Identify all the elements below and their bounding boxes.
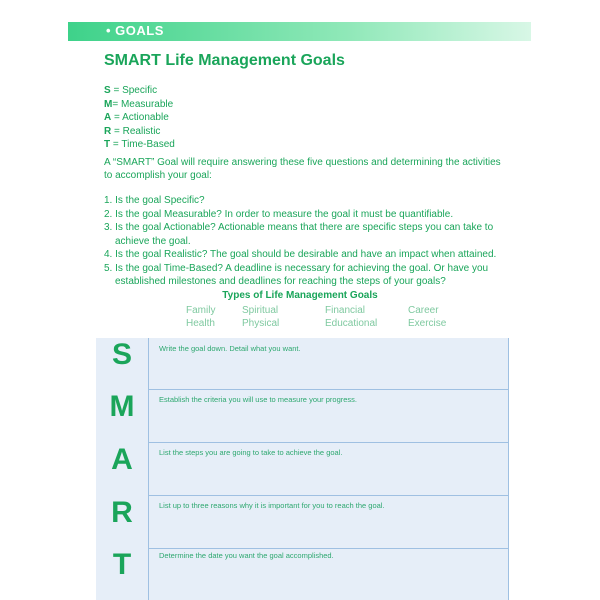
smart-prompt[interactable]: Establish the criteria you will use to measure your progress. bbox=[159, 395, 358, 404]
smart-row-m bbox=[96, 389, 509, 442]
acronym-letter: R bbox=[104, 125, 112, 137]
goal-type: Financial bbox=[325, 305, 366, 316]
smart-letter: M bbox=[109, 390, 135, 423]
acronym-meaning: = Realistic bbox=[114, 125, 161, 137]
goal-type: Spiritual bbox=[242, 305, 279, 316]
question-item: 5. Is the goal Time-Based? A deadline is necessary for achieving the goal. Or have you established milestones and deadlines for reaching the steps of your goals? bbox=[104, 262, 489, 287]
acronym-letter: A bbox=[104, 112, 112, 123]
acronym-meaning: = Time-Based bbox=[112, 139, 175, 150]
acronym-row-m bbox=[104, 98, 175, 112]
goal-types-heading: Types of Life Management Goals bbox=[222, 290, 378, 301]
smart-row-r bbox=[96, 495, 509, 548]
acronym-letter: M bbox=[104, 98, 113, 110]
acronym-meaning: = Actionable bbox=[114, 112, 169, 123]
smart-letter: T bbox=[112, 548, 132, 581]
question-item: 3. Is the goal Actionable? Actionable means that there are specific steps you can take to achieve the goal. bbox=[104, 222, 494, 247]
goal-type: Family bbox=[186, 305, 216, 316]
intro-paragraph: A “SMART” Goal will require answering these five questions and determining the activities to accomplish your goal: bbox=[104, 157, 501, 181]
smart-prompt[interactable]: Determine the date you want the goal accomplished. bbox=[159, 551, 334, 560]
acronym-list bbox=[104, 84, 175, 152]
acronym-row-s bbox=[104, 84, 175, 98]
smart-prompt[interactable]: Write the goal down. Detail what you want. bbox=[159, 344, 301, 353]
goal-type: Physical bbox=[242, 318, 280, 329]
smart-prompt[interactable]: List up to three reasons why it is important for you to reach the goal. bbox=[159, 501, 385, 510]
page-title: SMART Life Management Goals bbox=[104, 52, 345, 69]
goal-types-grid bbox=[186, 304, 468, 330]
goal-type: Exercise bbox=[408, 318, 447, 329]
question-item: 2. Is the goal Measurable? In order to measure the goal it must be quantifiable. bbox=[104, 208, 454, 220]
smart-row-t bbox=[96, 548, 509, 600]
acronym-row-r bbox=[104, 125, 175, 139]
acronym-letter: T bbox=[104, 139, 111, 150]
acronym-meaning: = Specific bbox=[113, 85, 158, 96]
question-list bbox=[104, 194, 509, 289]
smart-prompt[interactable]: List the steps you are going to take to achieve the goal. bbox=[159, 448, 343, 457]
smart-letter: A bbox=[111, 443, 133, 476]
smart-letter: S bbox=[111, 338, 132, 371]
acronym-row-a bbox=[104, 111, 175, 125]
question-item: 1. Is the goal Specific? bbox=[104, 195, 205, 206]
acronym-letter: S bbox=[104, 85, 111, 96]
acronym-row-t bbox=[104, 138, 175, 152]
smart-worksheet-table bbox=[96, 338, 509, 600]
smart-row-s bbox=[96, 338, 509, 389]
goal-type: Educational bbox=[325, 318, 378, 329]
smart-letter: R bbox=[111, 496, 133, 529]
section-header-label: • GOALS bbox=[106, 23, 164, 38]
section-header-bar bbox=[68, 22, 531, 41]
acronym-meaning: = Measurable bbox=[112, 98, 174, 110]
goal-type: Health bbox=[186, 318, 215, 329]
smart-row-a bbox=[96, 442, 509, 495]
question-item: 4. Is the goal Realistic? The goal should be desirable and have an impact when attained. bbox=[104, 249, 497, 260]
goal-type: Career bbox=[408, 305, 439, 316]
